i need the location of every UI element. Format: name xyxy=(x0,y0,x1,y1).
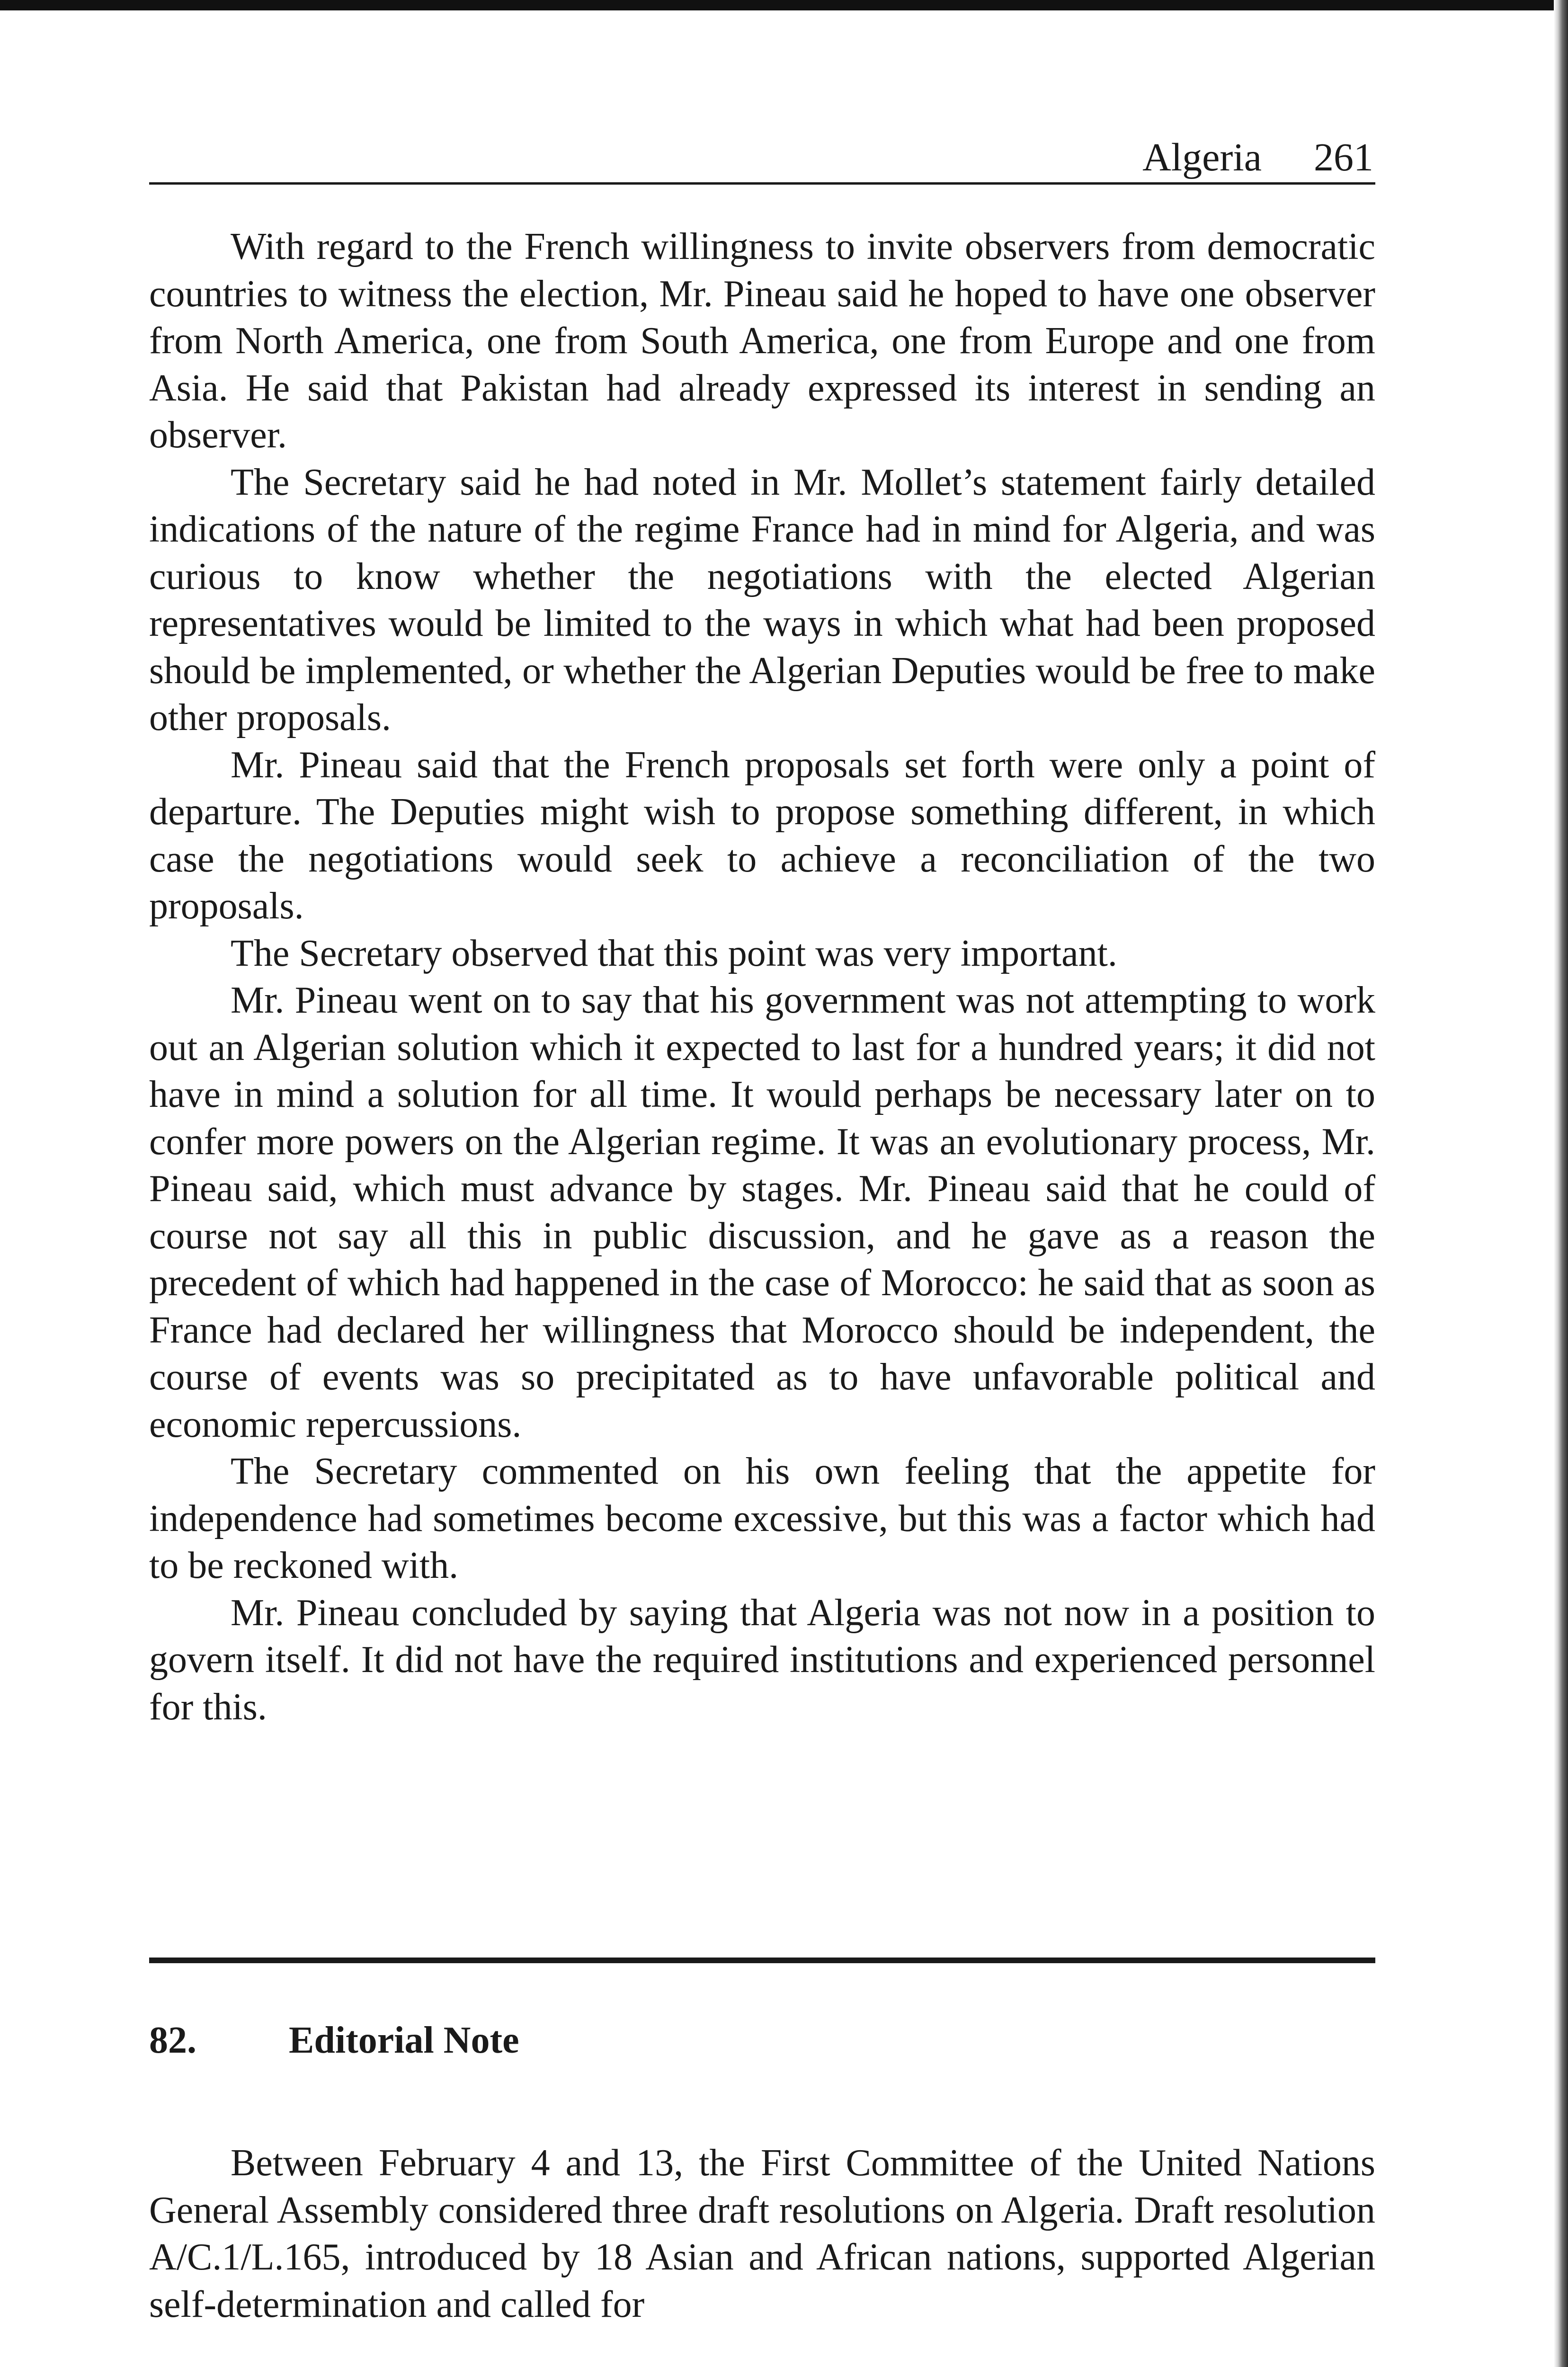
document-heading xyxy=(149,2014,1375,2066)
paragraph: The Secretary observed that this point was very important. xyxy=(231,932,1117,974)
running-head-title: Algeria xyxy=(1142,135,1262,179)
document-number: 82. xyxy=(149,2020,196,2061)
page-binding-edge xyxy=(1554,0,1568,2367)
paragraph: With regard to the French willingness to invite observers from democratic countries to witness the election, Mr. Pineau said he hoped to have one observer from North America, one from South America, one from Europe and one from Asia. He said that Pakistan had already expressed its interest in sending an observer. xyxy=(149,226,1375,456)
section-rule xyxy=(149,1958,1375,1963)
paragraph: Mr. Pineau went on to say that his government was not attempting to work out an Algerian solution which it expected to last for a hundred years; it did not have in mind a solution for all time. It would perhaps be necessary later on to confer more powers on the Algerian regime. It was an evolutionary process, Mr. Pineau said, which must advance by stages. Mr. Pineau said that he could of course not say all this in public discussion, and he gave as a reason the precedent of which had happened in the case of Morocco: he said that as soon as France had declared her willingness that Morocco should be independent, the course of events was so precipitated as to have unfavorable political and economic repercussions. xyxy=(149,979,1375,1445)
body-text xyxy=(149,223,1375,1731)
editorial-note-text xyxy=(149,2140,1375,2328)
document-title: Editorial Note xyxy=(289,2020,519,2061)
book-page xyxy=(149,0,1375,2367)
page-number: 261 xyxy=(1314,135,1373,179)
paragraph: Mr. Pineau concluded by saying that Algeria was not now in a position to govern itself. It did not have the required institutions and experienced personnel for this. xyxy=(149,1592,1375,1728)
paragraph: The Secretary commented on his own feeling that the appetite for independence had sometimes become excessive, but this was a factor which had to be reckoned with. xyxy=(149,1450,1375,1586)
running-head xyxy=(149,135,1375,185)
paragraph: The Secretary said he had noted in Mr. Mollet’s statement fairly detailed indications of the nature of the regime France had in mind for Algeria, and was curious to know whether the negotiations with the elected Algerian representatives would be limited to the ways in which what had been proposed should be implemented, or whether the Algerian Deputies would be free to make other proposals. xyxy=(149,461,1375,739)
paragraph: Mr. Pineau said that the French proposals set forth were only a point of departure. The Deputies might wish to propose something different, in which case the negotiations would seek to achieve a reconciliation of the two proposals. xyxy=(149,744,1375,927)
paragraph: Between February 4 and 13, the First Committee of the United Nations General Assembly considered three draft resolutions on Algeria. Draft resolution A/C.1/L.165, introduced by 18 Asian and African nations, supported Algerian self-determination and called for xyxy=(149,2142,1375,2325)
